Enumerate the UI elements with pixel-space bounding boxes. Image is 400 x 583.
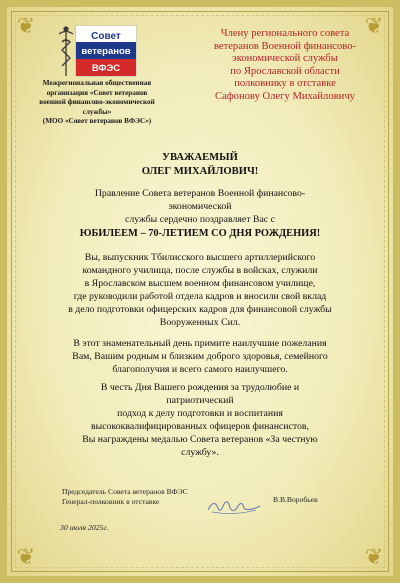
- organization-line: службы»: [82, 107, 112, 116]
- jubilee-heading: ЮБИЛЕЕМ – 70-ЛЕТИЕМ СО ДНЯ РОЖДЕНИЯ!: [79, 228, 321, 239]
- caduceus-icon: [59, 27, 73, 76]
- greeting-line-1: УВАЖАЕМЫЙ: [162, 152, 238, 163]
- organization-name: [18, 79, 176, 127]
- paragraph-line: в Ярославском высшем военном финансовом училище,: [84, 278, 316, 289]
- logo-word-2: ветеранов: [81, 46, 131, 57]
- handwritten-signature: [204, 496, 264, 518]
- greeting-line-2: ОЛЕГ МИХАЙЛОВИЧ!: [141, 165, 259, 177]
- signatory-name: В.В.Воробьев: [273, 495, 318, 504]
- addressee-block: [180, 28, 390, 104]
- logo-word-1: Совет: [91, 31, 121, 42]
- paragraph-line: В честь Дня Вашего рождения за трудолюбие и: [100, 382, 300, 393]
- addressee-line: Члену регионального совета: [220, 28, 350, 39]
- paragraph-line: где руководили работой отдела кадров и вносили свой вклад: [73, 291, 327, 302]
- organization-line: (МОО «Совет ветеранов ВФЭС»): [42, 117, 152, 125]
- intro-line: Правление Совета ветеранов Военной финансово-: [94, 188, 306, 199]
- paragraph-line: подход к делу подготовки и воспитания: [117, 408, 283, 419]
- award-paragraph: [30, 381, 370, 459]
- organization-line: военной финансово-экономической: [39, 98, 155, 106]
- paragraph-line: патриотический: [166, 395, 234, 406]
- paragraph-line: Вы награждены медалью Совета ветеранов «За честную: [82, 434, 318, 445]
- signatory-title: [62, 487, 188, 506]
- paragraph-line: службу».: [181, 447, 219, 458]
- paragraph-line: Вы, выпускник Тбилисского высшего артиллерийского: [84, 252, 316, 263]
- paragraph-line: командного училища, после службы в войсках, служили: [82, 265, 318, 276]
- paragraph-line: В этот знаменательный день примите наилучшие пожелания: [73, 338, 327, 349]
- intro-line: службы сердечно поздравляет Вас с: [125, 214, 275, 225]
- addressee-line: полковнику в отставке: [234, 78, 336, 90]
- paragraph-line: Вооруженных Сил.: [159, 317, 241, 328]
- greeting-heading: [0, 151, 400, 178]
- corner-ornament-icon: ❦: [364, 13, 384, 38]
- signatory-title-line-1: Председатель Совета ветеранов ВФЭС: [62, 487, 188, 496]
- paragraph-line: благополучия и всего самого наилучшего.: [112, 364, 288, 375]
- organization-line: организация «Совет ветеранов: [46, 88, 148, 97]
- signatory-title-line-2: Генерал-полковник в отставке: [62, 496, 160, 506]
- corner-ornament-icon: ❦: [364, 544, 384, 569]
- logo-word-3: ВФЭС: [91, 63, 121, 74]
- wishes-paragraph: [30, 337, 370, 376]
- addressee-line: ветеранов Военной финансово-: [213, 40, 357, 52]
- paragraph-line: Вам, Вашим родным и близким доброго здоровья, семейного: [72, 351, 328, 362]
- corner-ornament-icon: ❦: [16, 13, 36, 38]
- document-date: 30 июля 2025г.: [60, 523, 109, 532]
- organization-line: Межрегиональная общественная: [42, 79, 152, 87]
- paragraph-line: в дело подготовки офицерских кадров для финансовой службы: [68, 304, 332, 315]
- service-paragraph: [30, 251, 370, 329]
- intro-line: экономической: [168, 201, 232, 212]
- addressee-line: по Ярославской области: [230, 65, 340, 77]
- corner-ornament-icon: ❦: [16, 544, 36, 569]
- veterans-council-logo: [56, 24, 138, 80]
- addressee-line: экономической службы: [232, 53, 338, 65]
- paragraph-line: высококвалифицированных офицеров финансистов,: [90, 421, 309, 432]
- intro-paragraph: [30, 187, 370, 226]
- addressee-line: Сафонову Олегу Михайловичу: [215, 90, 355, 102]
